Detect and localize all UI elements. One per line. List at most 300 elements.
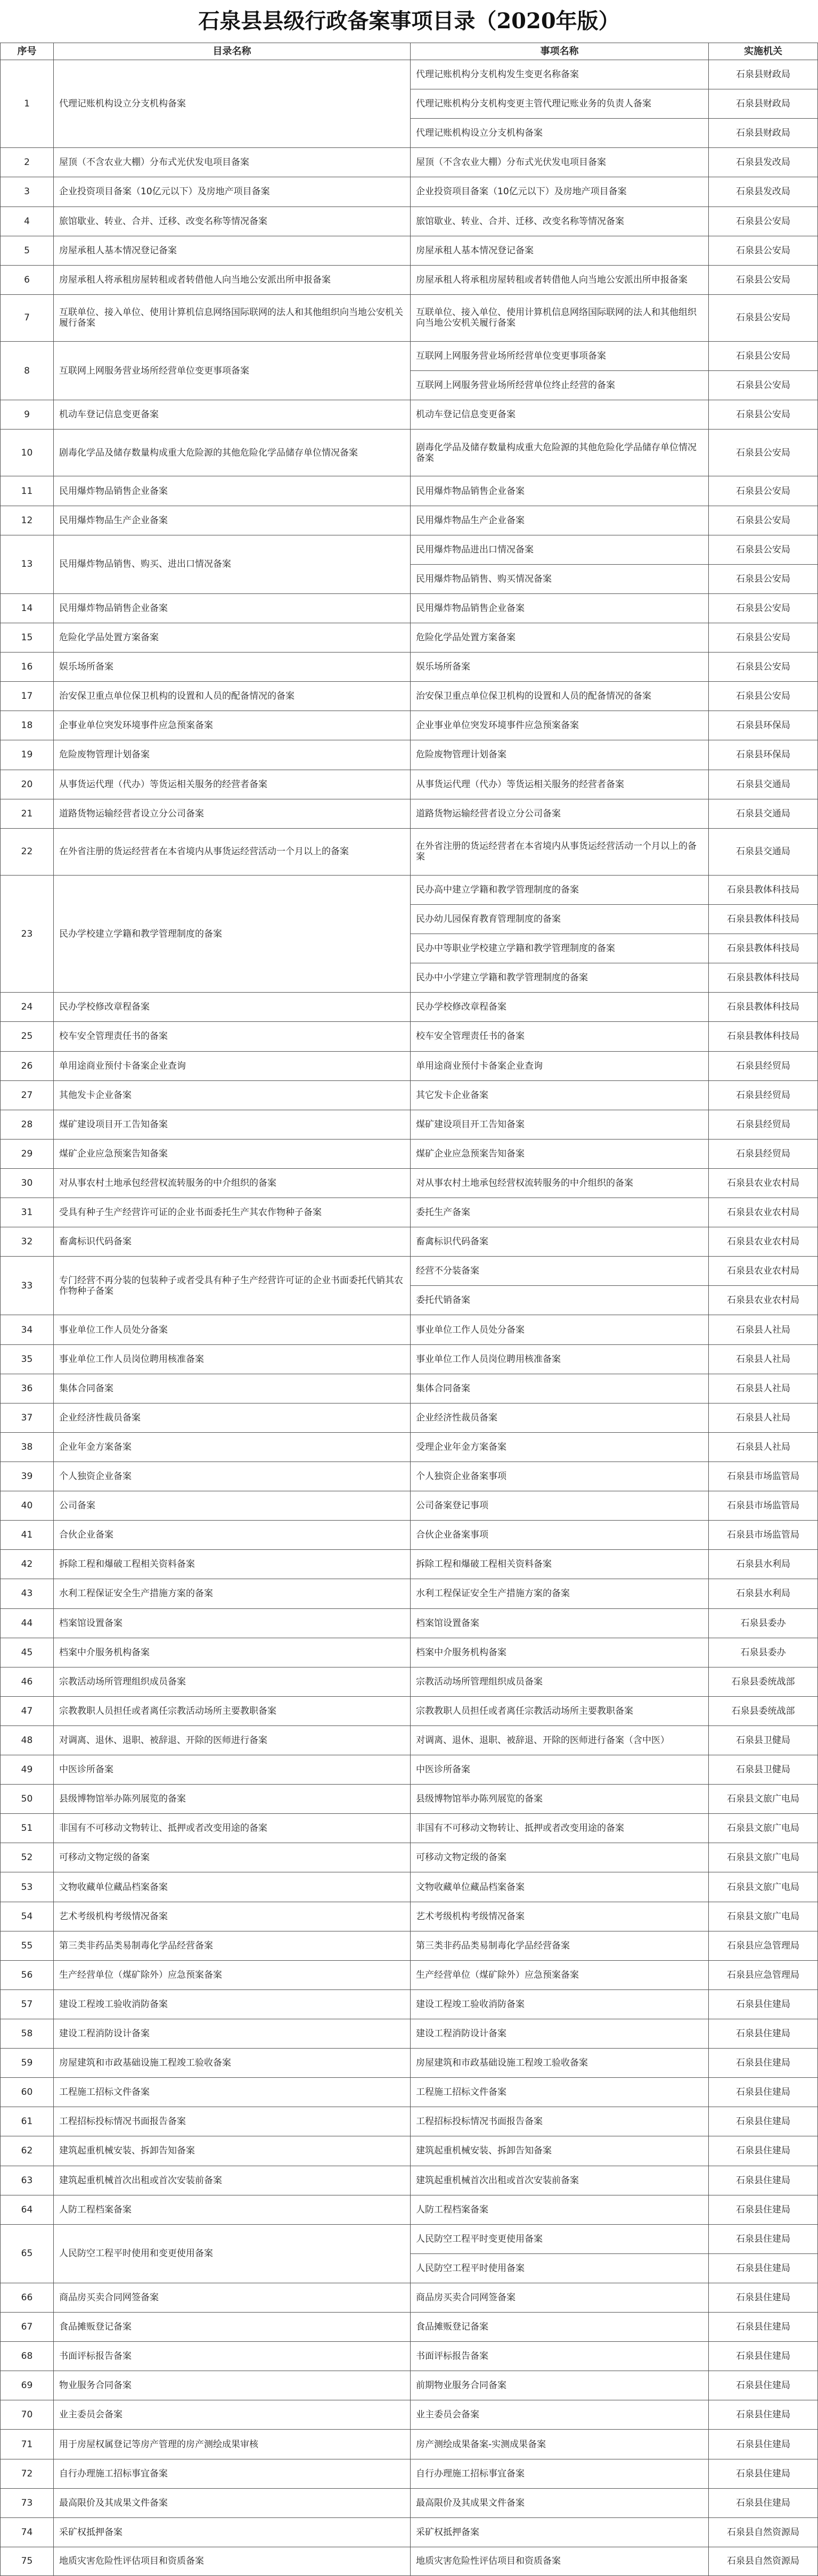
directory-name: 专门经营不再分装的包装种子或者受具有种子生产经营许可证的企业书面委托代销其农作物种子备案 xyxy=(53,1256,410,1315)
agency-name: 石泉县文旅广电局 xyxy=(708,1872,818,1901)
agency-name: 石泉县教体科技局 xyxy=(708,904,818,934)
row-number: 55 xyxy=(0,1931,53,1960)
agency-name: 石泉县环保局 xyxy=(708,711,818,740)
row-number: 33 xyxy=(0,1256,53,1315)
item-name: 机动车登记信息变更备案 xyxy=(410,400,708,429)
directory-name: 人防工程档案备案 xyxy=(53,2195,410,2224)
agency-name: 石泉县公安局 xyxy=(708,341,818,370)
agency-name: 石泉县住建局 xyxy=(708,2312,818,2341)
directory-name: 文物收藏单位藏品档案备案 xyxy=(53,1872,410,1901)
row-number: 73 xyxy=(0,2488,53,2517)
item-name: 非国有不可移动文物转让、抵押或者改变用途的备案 xyxy=(410,1813,708,1843)
row-number: 52 xyxy=(0,1843,53,1872)
agency-name: 石泉县文旅广电局 xyxy=(708,1784,818,1813)
item-name: 民办中等职业学校建立学籍和教学管理制度的备案 xyxy=(410,934,708,963)
agency-name: 石泉县教体科技局 xyxy=(708,992,818,1021)
directory-name: 可移动文物定级的备案 xyxy=(53,1843,410,1872)
directory-name: 第三类非药品类易制毒化学品经营备案 xyxy=(53,1931,410,1960)
item-name: 代理记账机构分支机构发生变更名称备案 xyxy=(410,60,708,89)
directory-name: 煤矿企业应急预案告知备案 xyxy=(53,1139,410,1168)
agency-name: 石泉县农业农村局 xyxy=(708,1227,818,1256)
agency-name: 石泉县住建局 xyxy=(708,2429,818,2458)
item-name: 建筑起重机械安装、拆卸告知备案 xyxy=(410,2136,708,2165)
item-name: 房屋承租人将承租房屋转租或者转借他人向当地公安派出所申报备案 xyxy=(410,265,708,294)
item-name: 代理记账机构设立分支机构备案 xyxy=(410,118,708,147)
directory-name: 生产经营单位（煤矿除外）应急预案备案 xyxy=(53,1960,410,1989)
directory-name: 艺术考级机构考级情况备案 xyxy=(53,1902,410,1931)
directory-name: 从事货运代理（代办）等货运相关服务的经营者备案 xyxy=(53,770,410,799)
item-name: 民用爆炸物品销售、购买情况备案 xyxy=(410,564,708,593)
row-number: 25 xyxy=(0,1021,53,1051)
row-number: 15 xyxy=(0,623,53,652)
row-number: 68 xyxy=(0,2341,53,2371)
agency-name: 石泉县住建局 xyxy=(708,2400,818,2429)
row-number: 32 xyxy=(0,1227,53,1256)
row-number: 8 xyxy=(0,341,53,400)
row-number: 17 xyxy=(0,681,53,711)
row-number: 39 xyxy=(0,1462,53,1491)
item-name: 煤矿建设项目开工告知备案 xyxy=(410,1110,708,1139)
directory-name: 事业单位工作人员处分备案 xyxy=(53,1315,410,1344)
row-number: 27 xyxy=(0,1080,53,1110)
agency-name: 石泉县委办 xyxy=(708,1638,818,1667)
agency-name: 石泉县农业农村局 xyxy=(708,1198,818,1227)
row-number: 11 xyxy=(0,476,53,505)
item-name: 自行办理施工招标事宜备案 xyxy=(410,2459,708,2488)
agency-name: 石泉县经贸局 xyxy=(708,1051,818,1080)
row-number: 38 xyxy=(0,1432,53,1462)
directory-name: 机动车登记信息变更备案 xyxy=(53,400,410,429)
agency-name: 石泉县住建局 xyxy=(708,2371,818,2400)
row-number: 13 xyxy=(0,535,53,593)
item-name: 互联网上网服务营业场所经营单位终止经营的备案 xyxy=(410,370,708,400)
item-name: 合伙企业备案事项 xyxy=(410,1520,708,1549)
row-number: 64 xyxy=(0,2195,53,2224)
row-number: 62 xyxy=(0,2136,53,2165)
agency-name: 石泉县住建局 xyxy=(708,2077,818,2107)
directory-name: 治安保卫重点单位保卫机构的设置和人员的配备情况的备案 xyxy=(53,681,410,711)
item-name: 书面评标报告备案 xyxy=(410,2341,708,2371)
row-number: 47 xyxy=(0,1696,53,1725)
directory-name: 在外省注册的货运经营者在本省境内从事货运经营活动一个月以上的备案 xyxy=(53,828,410,875)
item-name: 治安保卫重点单位保卫机构的设置和人员的配备情况的备案 xyxy=(410,681,708,711)
directory-name: 地质灾害危险性评估项目和资质备案 xyxy=(53,2547,410,2576)
directory-name: 县级博物馆举办陈列展览的备案 xyxy=(53,1784,410,1813)
directory-name: 房屋承租人基本情况登记备案 xyxy=(53,236,410,265)
agency-name: 石泉县公安局 xyxy=(708,294,818,341)
item-name: 档案馆设置备案 xyxy=(410,1608,708,1638)
item-name: 剧毒化学品及储存数量构成重大危险源的其他危险化学品储存单位情况备案 xyxy=(410,429,708,476)
directory-name: 水利工程保证安全生产措施方案的备案 xyxy=(53,1579,410,1608)
item-name: 委托代销备案 xyxy=(410,1285,708,1315)
row-number: 40 xyxy=(0,1491,53,1520)
row-number: 24 xyxy=(0,992,53,1021)
agency-name: 石泉县经贸局 xyxy=(708,1139,818,1168)
agency-name: 石泉县住建局 xyxy=(708,2224,818,2253)
item-name: 采矿权抵押备案 xyxy=(410,2517,708,2547)
row-number: 19 xyxy=(0,740,53,769)
row-number: 30 xyxy=(0,1168,53,1198)
item-name: 水利工程保证安全生产措施方案的备案 xyxy=(410,1579,708,1608)
directory-name: 工程施工招标文件备案 xyxy=(53,2077,410,2107)
agency-name: 石泉县财政局 xyxy=(708,60,818,89)
item-name: 建设工程消防设计备案 xyxy=(410,2019,708,2048)
directory-name: 剧毒化学品及储存数量构成重大危险源的其他危险化学品储存单位情况备案 xyxy=(53,429,410,476)
row-number: 65 xyxy=(0,2224,53,2283)
row-number: 18 xyxy=(0,711,53,740)
row-number: 53 xyxy=(0,1872,53,1901)
item-name: 档案中介服务机构备案 xyxy=(410,1638,708,1667)
item-name: 经营不分装备案 xyxy=(410,1256,708,1285)
agency-name: 石泉县住建局 xyxy=(708,2136,818,2165)
row-number: 36 xyxy=(0,1374,53,1403)
directory-name: 最高限价及其成果文件备案 xyxy=(53,2488,410,2517)
item-name: 第三类非药品类易制毒化学品经营备案 xyxy=(410,1931,708,1960)
agency-name: 石泉县住建局 xyxy=(708,2488,818,2517)
directory-name: 企事业单位突发环境事件应急预案备案 xyxy=(53,711,410,740)
item-name: 人防工程档案备案 xyxy=(410,2195,708,2224)
item-name: 企业事业单位突发环境事件应急预案备案 xyxy=(410,711,708,740)
directory-name: 非国有不可移动文物转让、抵押或者改变用途的备案 xyxy=(53,1813,410,1843)
directory-name: 娱乐场所备案 xyxy=(53,652,410,681)
item-name: 事业单位工作人员岗位聘用核准备案 xyxy=(410,1344,708,1374)
header-no: 序号 xyxy=(0,43,53,60)
row-number: 12 xyxy=(0,506,53,535)
item-name: 集体合同备案 xyxy=(410,1374,708,1403)
row-number: 57 xyxy=(0,1989,53,2019)
directory-name: 旅馆歇业、转业、合并、迁移、改变名称等情况备案 xyxy=(53,207,410,236)
agency-name: 石泉县公安局 xyxy=(708,207,818,236)
agency-name: 石泉县自然资源局 xyxy=(708,2517,818,2547)
item-name: 公司备案登记事项 xyxy=(410,1491,708,1520)
item-name: 民用爆炸物品销售企业备案 xyxy=(410,476,708,505)
agency-name: 石泉县公安局 xyxy=(708,593,818,623)
agency-name: 石泉县经贸局 xyxy=(708,1080,818,1110)
directory-name: 畜禽标识代码备案 xyxy=(53,1227,410,1256)
directory-name: 物业服务合同备案 xyxy=(53,2371,410,2400)
agency-name: 石泉县公安局 xyxy=(708,535,818,564)
item-name: 从事货运代理（代办）等货运相关服务的经营者备案 xyxy=(410,770,708,799)
row-number: 14 xyxy=(0,593,53,623)
directory-name: 民办学校修改章程备案 xyxy=(53,992,410,1021)
agency-name: 石泉县人社局 xyxy=(708,1344,818,1374)
item-name: 中医诊所备案 xyxy=(410,1755,708,1784)
item-name: 人民防空工程平时变更使用备案 xyxy=(410,2224,708,2253)
agency-name: 石泉县公安局 xyxy=(708,265,818,294)
item-name: 可移动文物定级的备案 xyxy=(410,1843,708,1872)
item-name: 业主委员会备案 xyxy=(410,2400,708,2429)
agency-name: 石泉县公安局 xyxy=(708,652,818,681)
agency-name: 石泉县人社局 xyxy=(708,1403,818,1432)
item-name: 互联单位、接入单位、使用计算机信息网络国际联网的法人和其他组织向当地公安机关履行备案 xyxy=(410,294,708,341)
directory-name: 合伙企业备案 xyxy=(53,1520,410,1549)
directory-name: 采矿权抵押备案 xyxy=(53,2517,410,2547)
item-name: 商品房买卖合同网签备案 xyxy=(410,2283,708,2312)
item-name: 艺术考级机构考级情况备案 xyxy=(410,1902,708,1931)
directory-name: 公司备案 xyxy=(53,1491,410,1520)
agency-name: 石泉县经贸局 xyxy=(708,1110,818,1139)
directory-name: 档案馆设置备案 xyxy=(53,1608,410,1638)
row-number: 45 xyxy=(0,1638,53,1667)
row-number: 74 xyxy=(0,2517,53,2547)
agency-name: 石泉县文旅广电局 xyxy=(708,1902,818,1931)
item-name: 最高限价及其成果文件备案 xyxy=(410,2488,708,2517)
agency-name: 石泉县委统战部 xyxy=(708,1696,818,1725)
directory-name: 民用爆炸物品销售企业备案 xyxy=(53,593,410,623)
row-number: 46 xyxy=(0,1667,53,1696)
item-name: 人民防空工程平时使用备案 xyxy=(410,2253,708,2283)
agency-name: 石泉县住建局 xyxy=(708,1989,818,2019)
row-number: 29 xyxy=(0,1139,53,1168)
item-name: 地质灾害危险性评估项目和资质备案 xyxy=(410,2547,708,2576)
directory-name: 宗教教职人员担任或者离任宗教活动场所主要教职备案 xyxy=(53,1696,410,1725)
item-name: 房屋承租人基本情况登记备案 xyxy=(410,236,708,265)
directory-name: 互联网上网服务营业场所经营单位变更事项备案 xyxy=(53,341,410,400)
directory-name: 道路货物运输经营者设立分公司备案 xyxy=(53,799,410,828)
row-number: 72 xyxy=(0,2459,53,2488)
header-directory: 目录名称 xyxy=(53,43,410,60)
agency-name: 石泉县水利局 xyxy=(708,1549,818,1579)
row-number: 9 xyxy=(0,400,53,429)
agency-name: 石泉县人社局 xyxy=(708,1315,818,1344)
row-number: 58 xyxy=(0,2019,53,2048)
item-name: 民办幼儿园保育教育管理制度的备案 xyxy=(410,904,708,934)
row-number: 4 xyxy=(0,207,53,236)
row-number: 48 xyxy=(0,1725,53,1755)
item-name: 拆除工程和爆破工程相关资料备案 xyxy=(410,1549,708,1579)
item-name: 委托生产备案 xyxy=(410,1198,708,1227)
row-number: 34 xyxy=(0,1315,53,1344)
agency-name: 石泉县教体科技局 xyxy=(708,934,818,963)
item-name: 生产经营单位（煤矿除外）应急预案备案 xyxy=(410,1960,708,1989)
directory-name: 建设工程消防设计备案 xyxy=(53,2019,410,2048)
agency-name: 石泉县农业农村局 xyxy=(708,1256,818,1285)
item-name: 对调离、退休、退职、被辞退、开除的医师进行备案（含中医） xyxy=(410,1725,708,1755)
item-name: 房产测绘成果备案-实测成果备案 xyxy=(410,2429,708,2458)
agency-name: 石泉县公安局 xyxy=(708,400,818,429)
agency-name: 石泉县教体科技局 xyxy=(708,1021,818,1051)
agency-name: 石泉县住建局 xyxy=(708,2195,818,2224)
agency-name: 石泉县应急管理局 xyxy=(708,1931,818,1960)
agency-name: 石泉县文旅广电局 xyxy=(708,1843,818,1872)
directory-name: 工程招标投标情况书面报告备案 xyxy=(53,2107,410,2136)
directory-name: 民办学校建立学籍和教学管理制度的备案 xyxy=(53,875,410,992)
directory-name: 建设工程竣工验收消防备案 xyxy=(53,1989,410,2019)
item-name: 民办中小学建立学籍和教学管理制度的备案 xyxy=(410,963,708,992)
item-name: 畜禽标识代码备案 xyxy=(410,1227,708,1256)
row-number: 60 xyxy=(0,2077,53,2107)
row-number: 66 xyxy=(0,2283,53,2312)
row-number: 22 xyxy=(0,828,53,875)
agency-name: 石泉县公安局 xyxy=(708,623,818,652)
item-name: 县级博物馆举办陈列展览的备案 xyxy=(410,1784,708,1813)
agency-name: 石泉县公安局 xyxy=(708,681,818,711)
item-name: 工程招标投标情况书面报告备案 xyxy=(410,2107,708,2136)
directory-name: 拆除工程和爆破工程相关资料备案 xyxy=(53,1549,410,1579)
item-name: 屋顶（不含农业大棚）分布式光伏发电项目备案 xyxy=(410,147,708,177)
agency-name: 石泉县教体科技局 xyxy=(708,875,818,904)
item-name: 房屋建筑和市政基础设施工程竣工验收备案 xyxy=(410,2048,708,2077)
agency-name: 石泉县交通局 xyxy=(708,770,818,799)
agency-name: 石泉县委办 xyxy=(708,1608,818,1638)
agency-name: 石泉县公安局 xyxy=(708,370,818,400)
agency-name: 石泉县市场监管局 xyxy=(708,1520,818,1549)
directory-name: 房屋建筑和市政基础设施工程竣工验收备案 xyxy=(53,2048,410,2077)
directory-name: 校车安全管理责任书的备案 xyxy=(53,1021,410,1051)
directory-name: 宗教活动场所管理组织成员备案 xyxy=(53,1667,410,1696)
item-name: 危险化学品处置方案备案 xyxy=(410,623,708,652)
item-name: 单用途商业预付卡备案企业查询 xyxy=(410,1051,708,1080)
agency-name: 石泉县环保局 xyxy=(708,740,818,769)
directory-name: 企业投资项目备案（10亿元以下）及房地产项目备案 xyxy=(53,177,410,206)
agency-name: 石泉县交通局 xyxy=(708,828,818,875)
item-name: 道路货物运输经营者设立分公司备案 xyxy=(410,799,708,828)
directory-name: 食品摊贩登记备案 xyxy=(53,2312,410,2341)
row-number: 69 xyxy=(0,2371,53,2400)
agency-name: 石泉县住建局 xyxy=(708,2166,818,2195)
directory-name: 民用爆炸物品生产企业备案 xyxy=(53,506,410,535)
directory-name: 业主委员会备案 xyxy=(53,2400,410,2429)
item-name: 代理记账机构分支机构变更主管代理记账业务的负责人备案 xyxy=(410,89,708,118)
directory-name: 其他发卡企业备案 xyxy=(53,1080,410,1110)
item-name: 个人独资企业备案事项 xyxy=(410,1462,708,1491)
row-number: 16 xyxy=(0,652,53,681)
agency-name: 石泉县住建局 xyxy=(708,2253,818,2283)
row-number: 44 xyxy=(0,1608,53,1638)
row-number: 10 xyxy=(0,429,53,476)
agency-name: 石泉县发改局 xyxy=(708,177,818,206)
directory-name: 企业年金方案备案 xyxy=(53,1432,410,1462)
row-number: 50 xyxy=(0,1784,53,1813)
agency-name: 石泉县应急管理局 xyxy=(708,1960,818,1989)
row-number: 37 xyxy=(0,1403,53,1432)
agency-name: 石泉县卫健局 xyxy=(708,1725,818,1755)
directory-name: 用于房屋权属登记等房产管理的房产测绘成果审核 xyxy=(53,2429,410,2458)
agency-name: 石泉县公安局 xyxy=(708,476,818,505)
header-item: 事项名称 xyxy=(410,43,708,60)
agency-name: 石泉县公安局 xyxy=(708,506,818,535)
agency-name: 石泉县农业农村局 xyxy=(708,1285,818,1315)
directory-name: 企业经济性裁员备案 xyxy=(53,1403,410,1432)
item-name: 民办高中建立学籍和教学管理制度的备案 xyxy=(410,875,708,904)
directory-name: 集体合同备案 xyxy=(53,1374,410,1403)
row-number: 59 xyxy=(0,2048,53,2077)
header-agency: 实施机关 xyxy=(708,43,818,60)
row-number: 5 xyxy=(0,236,53,265)
agency-name: 石泉县人社局 xyxy=(708,1374,818,1403)
directory-name: 书面评标报告备案 xyxy=(53,2341,410,2371)
directory-name: 民用爆炸物品销售企业备案 xyxy=(53,476,410,505)
item-name: 宗教活动场所管理组织成员备案 xyxy=(410,1667,708,1696)
row-number: 56 xyxy=(0,1960,53,1989)
row-number: 70 xyxy=(0,2400,53,2429)
row-number: 2 xyxy=(0,147,53,177)
directory-name: 危险化学品处置方案备案 xyxy=(53,623,410,652)
row-number: 49 xyxy=(0,1755,53,1784)
item-name: 事业单位工作人员处分备案 xyxy=(410,1315,708,1344)
directory-name: 单用途商业预付卡备案企业查询 xyxy=(53,1051,410,1080)
agency-name: 石泉县人社局 xyxy=(708,1432,818,1462)
agency-name: 石泉县发改局 xyxy=(708,147,818,177)
directory-name: 商品房买卖合同网签备案 xyxy=(53,2283,410,2312)
directory-name: 事业单位工作人员岗位聘用核准备案 xyxy=(53,1344,410,1374)
agency-name: 石泉县住建局 xyxy=(708,2048,818,2077)
agency-name: 石泉县市场监管局 xyxy=(708,1462,818,1491)
item-name: 校车安全管理责任书的备案 xyxy=(410,1021,708,1051)
item-name: 民用爆炸物品进出口情况备案 xyxy=(410,535,708,564)
directory-name: 互联单位、接入单位、使用计算机信息网络国际联网的法人和其他组织向当地公安机关履行备案 xyxy=(53,294,410,341)
row-number: 63 xyxy=(0,2166,53,2195)
agency-name: 石泉县住建局 xyxy=(708,2283,818,2312)
row-number: 28 xyxy=(0,1110,53,1139)
row-number: 7 xyxy=(0,294,53,341)
item-name: 建筑起重机械首次出租或首次安装前备案 xyxy=(410,2166,708,2195)
item-name: 民用爆炸物品销售企业备案 xyxy=(410,593,708,623)
row-number: 41 xyxy=(0,1520,53,1549)
item-name: 文物收藏单位藏品档案备案 xyxy=(410,1872,708,1901)
directory-name: 危险废物管理计划备案 xyxy=(53,740,410,769)
directory-name: 房屋承租人将承租房屋转租或者转借他人向当地公安派出所申报备案 xyxy=(53,265,410,294)
row-number: 54 xyxy=(0,1902,53,1931)
agency-name: 石泉县住建局 xyxy=(708,2341,818,2371)
directory-name: 煤矿建设项目开工告知备案 xyxy=(53,1110,410,1139)
item-name: 在外省注册的货运经营者在本省境内从事货运经营活动一个月以上的备案 xyxy=(410,828,708,875)
agency-name: 石泉县住建局 xyxy=(708,2019,818,2048)
agency-name: 石泉县委统战部 xyxy=(708,1667,818,1696)
item-name: 民用爆炸物品生产企业备案 xyxy=(410,506,708,535)
agency-name: 石泉县财政局 xyxy=(708,118,818,147)
row-number: 6 xyxy=(0,265,53,294)
item-name: 前期物业服务合同备案 xyxy=(410,2371,708,2400)
agency-name: 石泉县自然资源局 xyxy=(708,2547,818,2576)
directory-name: 中医诊所备案 xyxy=(53,1755,410,1784)
row-number: 35 xyxy=(0,1344,53,1374)
item-name: 企业投资项目备案（10亿元以下）及房地产项目备案 xyxy=(410,177,708,206)
agency-name: 石泉县住建局 xyxy=(708,2107,818,2136)
directory-name: 建筑起重机械首次出租或首次安装前备案 xyxy=(53,2166,410,2195)
item-name: 民办学校修改章程备案 xyxy=(410,992,708,1021)
row-number: 26 xyxy=(0,1051,53,1080)
row-number: 43 xyxy=(0,1579,53,1608)
row-number: 42 xyxy=(0,1549,53,1579)
item-name: 企业经济性裁员备案 xyxy=(410,1403,708,1432)
document-title: 石泉县县级行政备案事项目录（2020年版） xyxy=(198,9,620,34)
row-number: 1 xyxy=(0,60,53,147)
item-name: 娱乐场所备案 xyxy=(410,652,708,681)
item-name: 受理企业年金方案备案 xyxy=(410,1432,708,1462)
directory-name: 对从事农村土地承包经营权流转服务的中介组织的备案 xyxy=(53,1168,410,1198)
agency-name: 石泉县教体科技局 xyxy=(708,963,818,992)
item-name: 其它发卡企业备案 xyxy=(410,1080,708,1110)
row-number: 67 xyxy=(0,2312,53,2341)
item-name: 建设工程竣工验收消防备案 xyxy=(410,1989,708,2019)
item-name: 宗教教职人员担任或者离任宗教活动场所主要教职备案 xyxy=(410,1696,708,1725)
row-number: 61 xyxy=(0,2107,53,2136)
directory-name: 民用爆炸物品销售、购买、进出口情况备案 xyxy=(53,535,410,593)
directory-name: 受具有种子生产经营许可证的企业书面委托生产其农作物种子备案 xyxy=(53,1198,410,1227)
row-number: 71 xyxy=(0,2429,53,2458)
row-number: 51 xyxy=(0,1813,53,1843)
item-name: 工程施工招标文件备案 xyxy=(410,2077,708,2107)
item-name: 煤矿企业应急预案告知备案 xyxy=(410,1139,708,1168)
directory-name: 屋顶（不含农业大棚）分布式光伏发电项目备案 xyxy=(53,147,410,177)
item-name: 食品摊贩登记备案 xyxy=(410,2312,708,2341)
directory-name: 代理记账机构设立分支机构备案 xyxy=(53,60,410,147)
agency-name: 石泉县卫健局 xyxy=(708,1755,818,1784)
directory-name: 个人独资企业备案 xyxy=(53,1462,410,1491)
directory-name: 对调离、退休、退职、被辞退、开除的医师进行备案 xyxy=(53,1725,410,1755)
agency-name: 石泉县市场监管局 xyxy=(708,1491,818,1520)
